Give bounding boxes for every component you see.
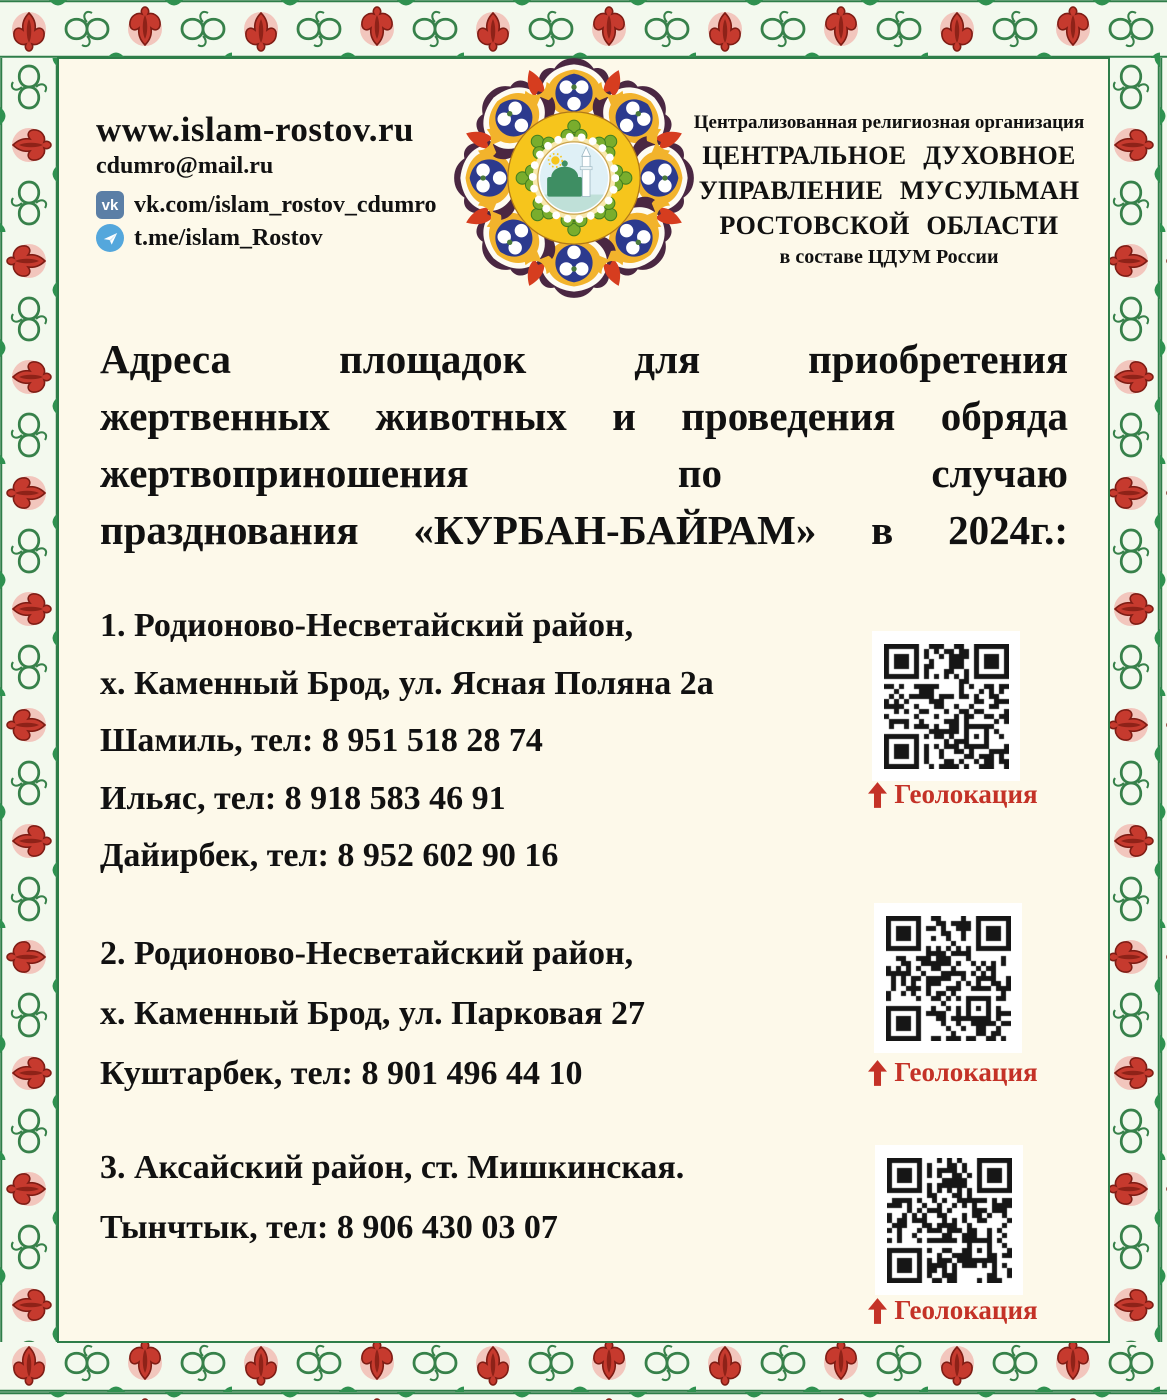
qr-code-location-2 xyxy=(874,903,1022,1053)
org-type-line: Централизованная религиозная организация xyxy=(693,112,1085,133)
location-address: х. Каменный Брод, ул. Ясная Поляна 2а xyxy=(100,664,714,702)
geolocation-label-2: Геолокация xyxy=(858,1057,1048,1088)
email-link[interactable]: cdumro@mail.ru xyxy=(96,153,274,179)
vk-link[interactable]: vk.com/islam_rostov_cdumro xyxy=(134,191,437,218)
location-contact: Дайирбек, тел: 8 952 602 90 16 xyxy=(100,837,559,874)
org-name-line-1: ЦЕНТРАЛЬНОЕ ДУХОВНОЕ xyxy=(702,141,1076,170)
qr-code-location-1 xyxy=(872,631,1020,781)
title-line-3: жертвоприношения по случаю xyxy=(100,450,1068,496)
location-contact: Шамиль, тел: 8 951 518 28 74 xyxy=(100,722,543,759)
location-address: х. Каменный Брод, ул. Парковая 27 xyxy=(100,995,646,1032)
location-1-block xyxy=(100,597,858,885)
org-name-line-3: РОСТОВСКОЙ ОБЛАСТИ xyxy=(719,211,1059,240)
cdum-emblem-logo xyxy=(450,54,698,302)
page-title xyxy=(100,331,1068,559)
up-arrow-icon xyxy=(868,1298,887,1324)
title-line-4: празднования «КУРБАН-БАЙРАМ» в 2024г.: xyxy=(100,507,1068,553)
telegram-link[interactable]: t.me/islam_Rostov xyxy=(134,224,323,251)
vk-icon: vk xyxy=(96,191,124,219)
location-district: 3. Аксайский район, ст. Мишкинская. xyxy=(100,1149,685,1186)
title-line-1: Адреса площадок для приобретения xyxy=(100,336,1068,382)
geolocation-label-3: Геолокация xyxy=(858,1295,1048,1326)
location-3-block xyxy=(100,1138,858,1258)
header-contacts xyxy=(96,110,466,252)
location-district: 1. Родионово-Несветайский район, xyxy=(100,607,634,644)
location-contact: Тынчтык, тел: 8 906 430 03 07 xyxy=(100,1209,558,1246)
location-2-block xyxy=(100,924,858,1104)
website-link[interactable]: www.islam-rostov.ru xyxy=(96,110,415,149)
up-arrow-icon xyxy=(868,782,887,808)
location-district: 2. Родионово-Несветайский район, xyxy=(100,935,634,972)
qr-code-location-3 xyxy=(875,1145,1023,1295)
org-name-line-2: УПРАВЛЕНИЕ МУСУЛЬМАН xyxy=(698,176,1080,205)
geolocation-label-1: Геолокация xyxy=(858,779,1048,810)
up-arrow-icon xyxy=(868,1060,887,1086)
location-contact: Куштарбек, тел: 8 901 496 44 10 xyxy=(100,1055,583,1092)
org-affiliation-line: в составе ЦДУМ России xyxy=(779,246,999,268)
title-line-2: жертвенных животных и проведения обряда xyxy=(100,393,1068,439)
location-contact: Ильяс, тел: 8 918 583 46 91 xyxy=(100,779,506,817)
telegram-icon xyxy=(96,224,124,252)
organization-block xyxy=(688,112,1090,269)
